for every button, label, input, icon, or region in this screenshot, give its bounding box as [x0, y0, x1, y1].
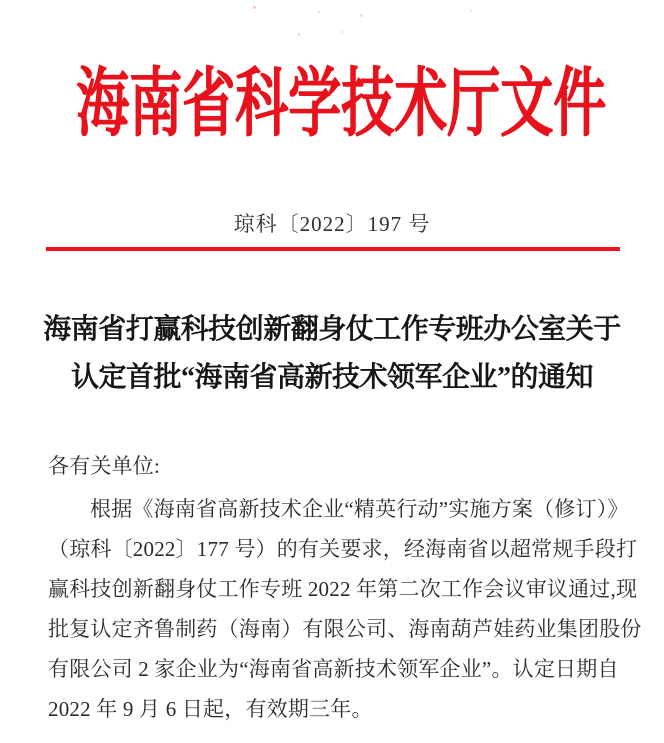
agency-letterhead-text: 海南省科学技术厅文件	[76, 63, 606, 147]
body-line: （琼科〔2022〕177 号）的有关要求，经海南省以超常规手段打	[48, 537, 638, 561]
notice-title-line1: 海南省打赢科技创新翻身仗工作专班办公室关于	[43, 314, 621, 345]
scan-speckle	[342, 31, 344, 33]
body-line: 赢科技创新翻身仗工作专班 2022 年第二次工作会议审议通过,现	[48, 577, 638, 601]
scan-speckle	[470, 10, 472, 12]
salutation: 各有关单位:	[48, 454, 161, 478]
agency-letterhead-title	[0, 50, 664, 146]
notice-title-line2: 认定首批“海南省高新技术领军企业”的通知	[70, 362, 593, 393]
document-number: 琼科〔2022〕197 号	[233, 212, 431, 236]
red-divider-line	[46, 247, 620, 251]
body-line: 有限公司 2 家企业为“海南省高新技术领军企业”。认定日期自	[48, 657, 619, 681]
scan-speckle	[298, 33, 300, 36]
scan-speckle	[360, 14, 363, 17]
scan-speckle	[318, 11, 320, 13]
scan-speckle	[253, 6, 256, 9]
body-line: 批复认定齐鲁制药（海南）有限公司、海南葫芦娃药业集团股份	[48, 617, 642, 641]
notice-title	[0, 306, 664, 402]
body-line: 根据《海南省高新技术企业“精英行动”实施方案（修订）》	[90, 497, 629, 521]
body-line: 2022 年 9 月 6 日起，有效期三年。	[48, 697, 373, 721]
notice-body	[48, 446, 642, 729]
